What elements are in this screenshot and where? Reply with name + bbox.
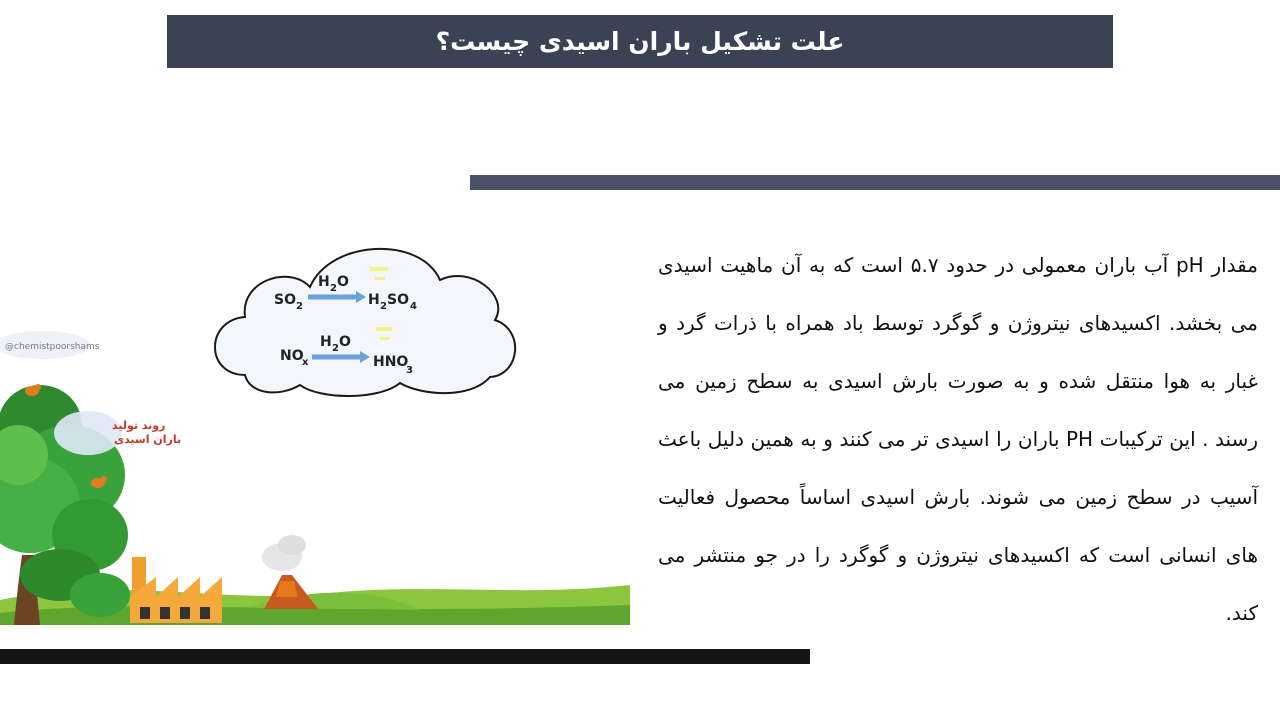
product-h2so4-sub2: 2 (380, 301, 387, 312)
reactant-nox: NO (280, 348, 304, 364)
reagent-h2o-1-tail: O (337, 274, 349, 290)
body-paragraph: مقدار pH آب باران معمولی در حدود ۵.۷ است که به آن ماهیت اسیدی می بخشد. اکسیدهای نیتروژن و گوگرد توسط باد همراه با ذرات گرد و غبار به هوا منتقل شده و به صورت بارش اسیدی به سطح زمین می رسند . این ترکیبات PH باران را اسیدی تر می کنند و به همین دلیل باعث آسیب در سطح زمین می شوند. بارش اسیدی اساساً محصول فعالیت های انسانی است که اکسیدهای نیتروژن و گوگرد را در جو منتشر می کند. (658, 253, 1259, 625)
slide-title: علت تشکیل باران اسیدی چیست؟ (435, 27, 845, 56)
reagent-h2o-1-sub: 2 (330, 283, 337, 294)
highlight-2b (380, 337, 390, 340)
reagent-h2o-2: H (320, 334, 332, 350)
reactant-nox-sub: x (302, 357, 309, 368)
title-bar (167, 15, 1113, 68)
highlight-1 (370, 267, 388, 271)
highlight-2 (376, 327, 392, 331)
reactant-so2-sub: 2 (296, 301, 303, 312)
reactant-so2: SO (274, 292, 296, 308)
acid-rain-illustration (0, 225, 630, 625)
sign-text-1: روند تولید (112, 419, 166, 432)
highlight-1b (375, 277, 385, 280)
top-divider (470, 175, 1280, 190)
bottom-divider (0, 649, 810, 664)
product-hno3: HNO (373, 354, 409, 370)
product-hno3-sub: 3 (406, 365, 413, 376)
reagent-h2o-2-tail: O (339, 334, 351, 350)
sign-text-2: باران اسیدی (114, 433, 182, 446)
product-h2so4-h: H (368, 292, 380, 308)
product-h2so4-sub4: 4 (410, 301, 417, 312)
watermark-text: @chemistpoorshams (5, 342, 100, 352)
reagent-h2o-2-sub: 2 (332, 343, 339, 354)
reagent-h2o-1: H (318, 274, 330, 290)
product-h2so4-so: SO (387, 292, 409, 308)
illustration-svg (0, 225, 630, 625)
